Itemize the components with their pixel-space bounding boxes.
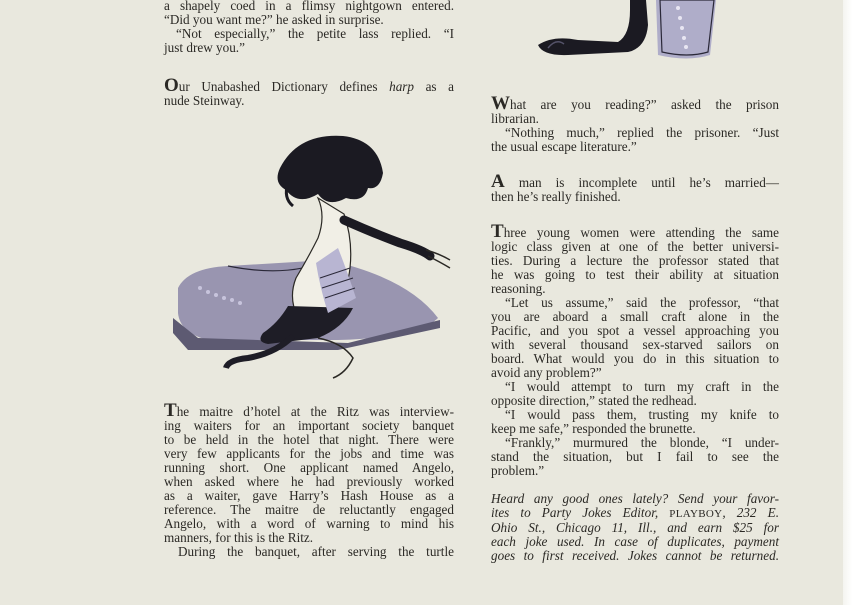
drop-initial: A bbox=[491, 171, 505, 192]
maitre-line: reference. The maitre de reluctantly engaged bbox=[164, 502, 454, 517]
logic-line: Pacific, and you spot a vessel approaching you bbox=[491, 323, 779, 338]
logic-line: “I would pass them, trusting my knife to bbox=[505, 407, 779, 422]
logic-line: “Frankly,” murmured the blonde, “I under- bbox=[505, 435, 779, 450]
logic-line: you are aboard a small craft alone in the bbox=[491, 309, 779, 324]
page-edge bbox=[843, 0, 852, 605]
maitre-line: ing waiters for an important society banquet bbox=[164, 418, 454, 433]
logic-line: ties. During a lecture the professor stated that bbox=[491, 253, 779, 268]
intro-line: “Did you want me?” he asked in surprise. bbox=[164, 12, 384, 27]
drop-initial: T bbox=[491, 221, 504, 242]
drop-initial: T bbox=[164, 400, 177, 421]
logic-joke bbox=[491, 221, 779, 478]
logic-line: opposite direction,” stated the redhead. bbox=[491, 393, 697, 408]
harp-joke bbox=[164, 75, 454, 108]
note-line: each joke used. In case of duplicates, payment bbox=[491, 534, 779, 549]
maitre-line: Angelo, with a word of warning to mind his bbox=[164, 516, 454, 531]
logic-line: he was going to test their ability at situation bbox=[491, 267, 779, 282]
logic-line: stand the situation, but I fail to see the bbox=[491, 449, 779, 464]
submission-note bbox=[491, 492, 779, 563]
maitre-line: when asked where he had previously worked bbox=[164, 474, 454, 489]
logic-line: “Let us assume,” said the professor, “that bbox=[505, 295, 779, 310]
librarian-line: hat are you reading?” asked the prison bbox=[510, 97, 779, 112]
harp-line-a: ur Unabashed Dictionary defines harp as a bbox=[178, 79, 454, 94]
note-line: Heard any good ones lately? Send your favor- bbox=[491, 491, 779, 506]
logic-line: reasoning. bbox=[491, 281, 546, 296]
drop-initial: O bbox=[164, 75, 179, 96]
drop-initial: W bbox=[491, 93, 510, 114]
librarian-line: librarian. bbox=[491, 111, 539, 126]
logic-line: keep me safe,” responded the brunette. bbox=[491, 421, 696, 436]
maitre-joke bbox=[164, 400, 454, 559]
maitre-line: manners, for this is the Ritz. bbox=[164, 530, 314, 545]
harp-line: nude Steinway. bbox=[164, 93, 245, 108]
intro-line: just drew you.” bbox=[164, 40, 245, 55]
maitre-line: running short. One applicant named Angelo, bbox=[164, 460, 454, 475]
librarian-line: “Nothing much,” replied the prisoner. “Just bbox=[505, 125, 779, 140]
woman-seated-on-pillow-icon bbox=[168, 128, 458, 390]
librarian-line: the usual escape literature.” bbox=[491, 139, 637, 154]
librarian-joke bbox=[491, 93, 779, 154]
maitre-line: During the banquet, after serving the turtle bbox=[178, 544, 454, 559]
married-line: then he’s really finished. bbox=[491, 189, 621, 204]
note-line: ites to Party Jokes Editor, PLAYBOY, 232 E. bbox=[491, 505, 779, 520]
married-line: man is incomplete until he’s married— bbox=[518, 175, 779, 190]
married-joke bbox=[491, 171, 779, 204]
intro-line: “Not especially,” the petite lass replied. “I bbox=[176, 26, 454, 41]
woman-lying-with-boots-icon bbox=[528, 0, 728, 60]
intro-paragraph bbox=[164, 0, 454, 55]
logic-line: avoid any problem?” bbox=[491, 365, 602, 380]
intro-line: a shapely coed in a flimsy nightgown entered. bbox=[164, 0, 454, 13]
logic-line: hree young women were attending the same bbox=[503, 225, 779, 240]
logic-line: “I would attempt to turn my craft in the bbox=[505, 379, 779, 394]
logic-line: with several thousand sex-starved sailors on bbox=[491, 337, 779, 352]
maitre-line: he maitre d’hotel at the Ritz was interview- bbox=[176, 404, 454, 419]
logic-line: logic class given at one of the better universi- bbox=[491, 239, 779, 254]
logic-line: problem.” bbox=[491, 463, 545, 478]
note-line: Ohio St., Chicago 11, Ill., and earn $25 for bbox=[491, 520, 779, 535]
note-line: goes to first received. Jokes cannot be returned. bbox=[491, 548, 779, 563]
logic-line: board. What would you do in this situation to bbox=[491, 351, 779, 366]
maitre-line: as a waiter, gave Harry’s Hash House as a bbox=[164, 488, 454, 503]
maitre-line: very few applicants for the jobs and time was bbox=[164, 446, 454, 461]
maitre-line: to be held in the hotel that night. There were bbox=[164, 432, 454, 447]
